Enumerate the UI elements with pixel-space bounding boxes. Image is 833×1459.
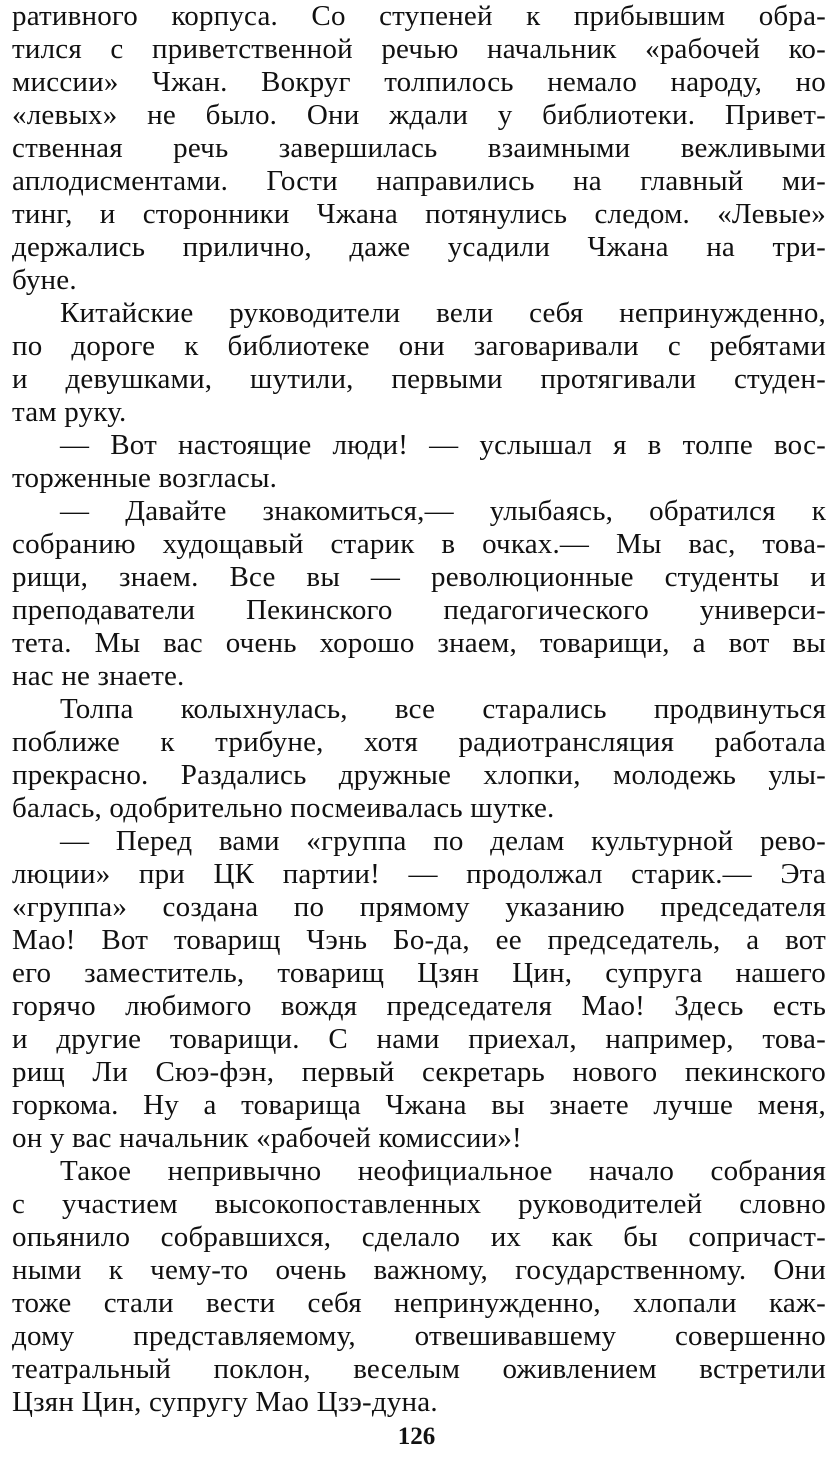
text-line: тета. Мы вас очень хорошо знаем, товарищи, а вот вы xyxy=(12,627,826,659)
text-line: Толпа колыхнулась, все старались продвинуться xyxy=(60,693,826,725)
text-line: Цзян Цин, супругу Мао Цзэ-дуна. xyxy=(12,1386,438,1418)
text-line: балась, одобрительно посмеивалась шутке. xyxy=(12,792,555,824)
text-line: по дороге к библиотеке они заговаривали с ребятами xyxy=(12,330,826,362)
text-line: его заместитель, товарищ Цзян Цин, супруга нашего xyxy=(12,957,826,989)
text-line: буне. xyxy=(12,264,77,296)
text-line: опьянило собравшихся, сделало их как бы сопричаст- xyxy=(12,1221,826,1253)
text-line: горкома. Ну а товарища Чжана вы знаете лучше меня, xyxy=(12,1089,826,1121)
text-line: «группа» создана по прямому указанию председателя xyxy=(12,891,826,923)
text-line: аплодисментами. Гости направились на главный ми- xyxy=(12,165,826,197)
paragraph xyxy=(12,1155,826,1419)
text-line: нас не знаете. xyxy=(12,660,185,692)
text-line: поближе к трибуне, хотя радиотрансляция работала xyxy=(12,726,826,758)
text-line: театральный поклон, веселым оживлением встретили xyxy=(12,1353,826,1385)
text-line: тинг, и сторонники Чжана потянулись следом. «Левые» xyxy=(12,198,826,230)
paragraph xyxy=(12,495,826,693)
text-line: рищи, знаем. Все вы — революционные студенты и xyxy=(12,561,826,593)
page-number: 126 xyxy=(397,1423,436,1450)
text-line: торженные возгласы. xyxy=(12,462,278,494)
text-line: там руку. xyxy=(12,396,127,428)
text-line: Такое непривычно неофициальное начало собрания xyxy=(60,1155,826,1187)
text-line: прекрасно. Раздались дружные хлопки, молодежь улы- xyxy=(12,759,826,791)
text-line: он у вас начальник «рабочей комиссии»! xyxy=(12,1122,522,1154)
text-line: — Перед вами «группа по делам культурной рево- xyxy=(60,825,826,857)
text-line: ративного корпуса. Со ступеней к прибывшим обра- xyxy=(12,0,826,32)
text-line: дому представляемому, отвешивавшему совершенно xyxy=(12,1320,826,1352)
text-line: «левых» не было. Они ждали у библиотеки. Привет- xyxy=(12,99,826,131)
paragraph xyxy=(12,693,826,825)
paragraph xyxy=(12,297,826,429)
text-line: собранию худощавый старик в очках.— Мы вас, това- xyxy=(12,528,826,560)
text-line: ственная речь завершилась взаимными вежливыми xyxy=(12,132,826,164)
text-line: и девушками, шутили, первыми протягивали студен- xyxy=(12,363,826,395)
text-line: люции» при ЦК партии! — продолжал старик.— Эта xyxy=(12,858,826,890)
text-line: миссии» Чжан. Вокруг толпилось немало народу, но xyxy=(12,66,826,98)
text-line: рищ Ли Сюэ-фэн, первый секретарь нового пекинского xyxy=(12,1056,826,1088)
text-line: с участием высокопоставленных руководителей словно xyxy=(12,1188,826,1220)
page-body xyxy=(12,0,826,1419)
text-line: преподаватели Пекинского педагогического универси- xyxy=(12,594,826,626)
paragraph xyxy=(12,429,826,495)
text-line: горячо любимого вождя председателя Мао! Здесь есть xyxy=(12,990,826,1022)
text-line: ными к чему-то очень важному, государственному. Они xyxy=(12,1254,826,1286)
text-line: тоже стали вести себя непринужденно, хлопали каж- xyxy=(12,1287,826,1319)
text-line: Китайские руководители вели себя непринужденно, xyxy=(60,297,826,329)
text-line: — Вот настоящие люди! — услышал я в толпе вос- xyxy=(60,429,826,461)
text-line: тился с приветственной речью начальник «рабочей ко- xyxy=(12,33,826,65)
paragraph xyxy=(12,825,826,1155)
text-line: — Давайте знакомиться,— улыбаясь, обратился к xyxy=(60,495,826,527)
text-line: держались прилично, даже усадили Чжана на три- xyxy=(12,231,826,263)
text-line: Мао! Вот товарищ Чэнь Бо-да, ее председатель, а вот xyxy=(12,924,826,956)
paragraph xyxy=(12,0,826,297)
text-line: и другие товарищи. С нами приехал, например, това- xyxy=(12,1023,826,1055)
